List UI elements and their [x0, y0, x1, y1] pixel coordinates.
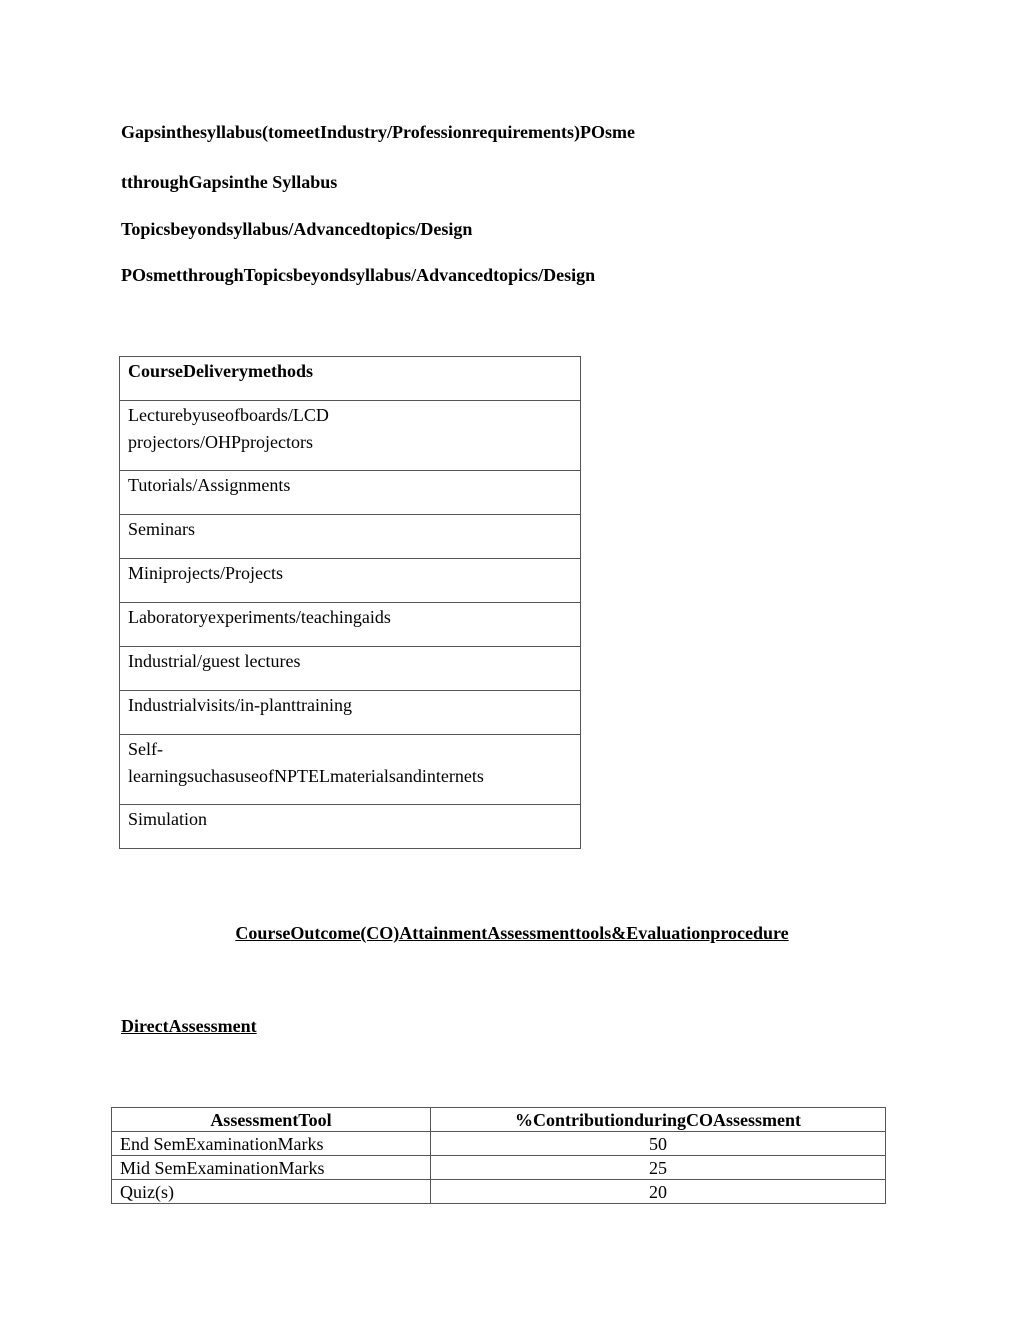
topics-heading-line-2: POsmetthroughTopicsbeyondsyllabus/Advancedtopics/Design	[121, 265, 596, 285]
delivery-cell: Tutorials/Assignments	[120, 471, 581, 515]
table-row	[120, 805, 581, 849]
table-row	[120, 559, 581, 603]
assessment-table	[111, 1107, 886, 1204]
table-row	[112, 1132, 886, 1156]
delivery-lecture-line-2: projectors/OHPprojectors	[128, 432, 313, 452]
table-row	[120, 471, 581, 515]
contribution-cell: 50	[431, 1132, 886, 1156]
table-row	[120, 691, 581, 735]
delivery-header-cell: CourseDeliverymethods	[120, 357, 581, 401]
delivery-cell: Seminars	[120, 515, 581, 559]
contribution-cell: 25	[431, 1156, 886, 1180]
delivery-cell: Industrial/guest lectures	[120, 647, 581, 691]
delivery-cell: Industrialvisits/in-planttraining	[120, 691, 581, 735]
direct-assessment-title: DirectAssessment	[121, 1016, 257, 1036]
delivery-self-learning-line-1: Self-	[128, 739, 163, 759]
assessment-tool-cell: Mid SemExaminationMarks	[112, 1156, 431, 1180]
table-row	[120, 401, 581, 471]
assessment-tool-header: AssessmentTool	[112, 1108, 431, 1132]
table-header-row	[112, 1108, 886, 1132]
delivery-cell-lecture	[120, 401, 581, 471]
gaps-heading-line-2: tthroughGapsinthe Syllabus	[121, 172, 338, 192]
contribution-header: %ContributionduringCOAssessment	[431, 1108, 886, 1132]
table-row	[120, 603, 581, 647]
delivery-lecture-line-1: Lecturebyuseofboards/LCD	[128, 405, 329, 425]
delivery-cell: Laboratoryexperiments/teachingaids	[120, 603, 581, 647]
table-row	[120, 515, 581, 559]
assessment-tool-cell: End SemExaminationMarks	[112, 1132, 431, 1156]
table-row	[112, 1180, 886, 1204]
table-row	[112, 1156, 886, 1180]
topics-heading-line-1: Topicsbeyondsyllabus/Advancedtopics/Design	[121, 219, 473, 239]
table-header-row	[120, 357, 581, 401]
delivery-cell: Miniprojects/Projects	[120, 559, 581, 603]
contribution-cell: 20	[431, 1180, 886, 1204]
delivery-cell-self-learning	[120, 735, 581, 805]
course-delivery-table	[119, 356, 581, 849]
co-attainment-title: CourseOutcome(CO)AttainmentAssessmenttools&Evaluationprocedure	[235, 923, 789, 943]
assessment-tool-cell: Quiz(s)	[112, 1180, 431, 1204]
table-row	[120, 647, 581, 691]
gaps-heading-line-1: Gapsinthesyllabus(tomeetIndustry/Professionrequirements)POsme	[121, 122, 636, 142]
table-row	[120, 735, 581, 805]
delivery-self-learning-line-2: learningsuchasuseofNPTELmaterialsandinternets	[128, 766, 484, 786]
delivery-cell: Simulation	[120, 805, 581, 849]
